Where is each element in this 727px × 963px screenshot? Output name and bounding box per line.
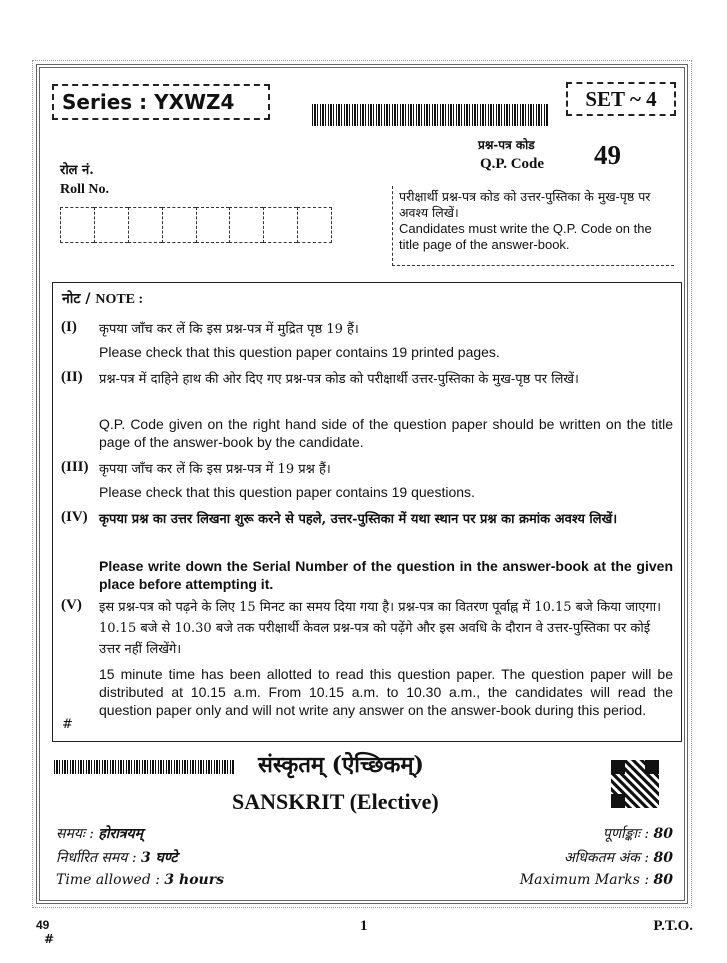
time-hindi bbox=[56, 824, 143, 843]
time-hindi2 bbox=[56, 848, 177, 867]
time-english bbox=[56, 872, 224, 888]
item-english: Q.P. Code given on the right hand side of the question paper should be written on the title page of the answer-book by the candidate. bbox=[99, 416, 673, 450]
top-barcode bbox=[312, 104, 548, 126]
subject-title-english: SANSKRIT (Elective) bbox=[232, 789, 439, 814]
set-label: SET ~ 4 bbox=[566, 82, 676, 116]
roll-number-boxes[interactable] bbox=[60, 207, 332, 243]
item-number: (II) bbox=[61, 369, 83, 385]
item-number: (III) bbox=[61, 459, 89, 475]
item-hindi: कृपया प्रश्न का उत्तर लिखना शुरू करने से पहले, उत्तर-पुस्तिका में यथा स्थान पर प्रश्न का क्रमांक अवश्य लिखें। bbox=[99, 512, 618, 527]
roll-box[interactable] bbox=[229, 207, 263, 243]
item-hindi: कृपया जाँच कर लें कि इस प्रश्न-पत्र में मुद्रित पृष्ठ 19 हैं। bbox=[99, 322, 359, 337]
notice-english: Candidates must write the Q.P. Code on the title page of the answer-book. bbox=[399, 221, 652, 252]
pto-label: P.T.O. bbox=[653, 918, 693, 934]
qr-code-icon bbox=[611, 760, 659, 808]
item-number: (V) bbox=[61, 597, 82, 613]
item-hindi: कृपया जाँच कर लें कि इस प्रश्न-पत्र में 19 प्रश्न हैं। bbox=[99, 462, 331, 477]
time-hindi-label: समयः : bbox=[56, 826, 94, 842]
roll-box[interactable] bbox=[162, 207, 196, 243]
time-hindi2-value: 3 घण्टे bbox=[141, 850, 178, 866]
marks-hindi2-label: अधिकतम अंक : bbox=[563, 850, 650, 866]
subject-barcode bbox=[54, 760, 234, 774]
roll-box[interactable] bbox=[297, 207, 332, 243]
qp-code-hindi: प्रश्न-पत्र कोड bbox=[478, 138, 535, 152]
marks-hindi2 bbox=[564, 848, 673, 867]
roll-box[interactable] bbox=[196, 207, 230, 243]
roll-box[interactable] bbox=[263, 207, 297, 243]
footer-hash: # bbox=[44, 932, 55, 946]
time-hindi-value: होरात्रयम् bbox=[98, 826, 144, 842]
series-label: Series : YXWZ4 bbox=[52, 84, 270, 120]
subject-title-hindi: संस्कृतम् (ऐच्छिकम्) bbox=[258, 752, 424, 778]
footer-code: 49 bbox=[36, 918, 50, 932]
note-title-hindi: नोट / bbox=[62, 291, 91, 307]
time-english-label: Time allowed : bbox=[56, 872, 160, 888]
item-english: Please check that this question paper contains 19 printed pages. bbox=[99, 344, 500, 360]
item-hindi: प्रश्न-पत्र में दाहिने हाथ की ओर दिए गए प्रश्न-पत्र कोड को परीक्षार्थी उत्तर-पुस्तिका के मुख-पृष्ठ पर लिखें। bbox=[99, 372, 579, 387]
marks-english-label: Maximum Marks : bbox=[519, 872, 650, 888]
roll-number-label: Roll No. bbox=[60, 182, 109, 197]
item-english: Please write down the Serial Number of the question in the answer-book at the given place before attempting it. bbox=[99, 558, 673, 592]
marks-english bbox=[520, 872, 673, 888]
item-number: (IV) bbox=[61, 509, 88, 525]
item-hindi: इस प्रश्न-पत्र को पढ़ने के लिए 15 मिनट का समय दिया गया है। प्रश्न-पत्र का वितरण पूर्वाह्न में 10.15 बजे किया जाएगा। 10.15 बजे से 10.30 बजे तक परीक्षार्थी केवल प्रश्न-पत्र को पढ़ेंगे और इस अवधि के दौरान वे उत्तर-पुस्तिका पर कोई उत्तर नहीं लिखेंगे। bbox=[99, 600, 662, 657]
item-english: 15 minute time has been allotted to read this question paper. The question paper will be distributed at 10.15 a.m. From 10.15 a.m. to 10.30 a.m., the candidates will read the question paper only and will not write any answer on the answer-book during this period. bbox=[99, 666, 673, 718]
note-title-english: NOTE : bbox=[95, 292, 144, 307]
marks-hindi-label: पूर्णाङ्काः : bbox=[602, 826, 650, 842]
qp-code-value: 49 bbox=[594, 140, 621, 170]
marks-hindi bbox=[603, 824, 673, 843]
qp-code-notice bbox=[392, 186, 674, 266]
note-box bbox=[52, 282, 682, 742]
marks-hindi-value: 80 bbox=[653, 826, 673, 842]
notice-hindi: परीक्षार्थी प्रश्न-पत्र कोड को उत्तर-पुस्तिका के मुख-पृष्ठ पर अवश्य लिखें। bbox=[399, 189, 651, 220]
page-number: 1 bbox=[360, 918, 368, 934]
marks-english-value: 80 bbox=[653, 872, 673, 888]
item-english: Please check that this question paper contains 19 questions. bbox=[99, 484, 475, 500]
note-title bbox=[62, 289, 143, 308]
roll-box[interactable] bbox=[128, 207, 162, 243]
marks-hindi2-value: 80 bbox=[653, 850, 673, 866]
roll-number-hindi: रोल नं. bbox=[60, 163, 94, 178]
time-hindi2-label: निर्धारित समय : bbox=[56, 850, 137, 866]
roll-box[interactable] bbox=[94, 207, 128, 243]
roll-box[interactable] bbox=[60, 207, 94, 243]
item-number: (I) bbox=[61, 319, 77, 335]
qp-code-label: Q.P. Code bbox=[480, 156, 545, 172]
note-hash: # bbox=[62, 717, 73, 732]
time-english-value: 3 hours bbox=[164, 872, 224, 888]
